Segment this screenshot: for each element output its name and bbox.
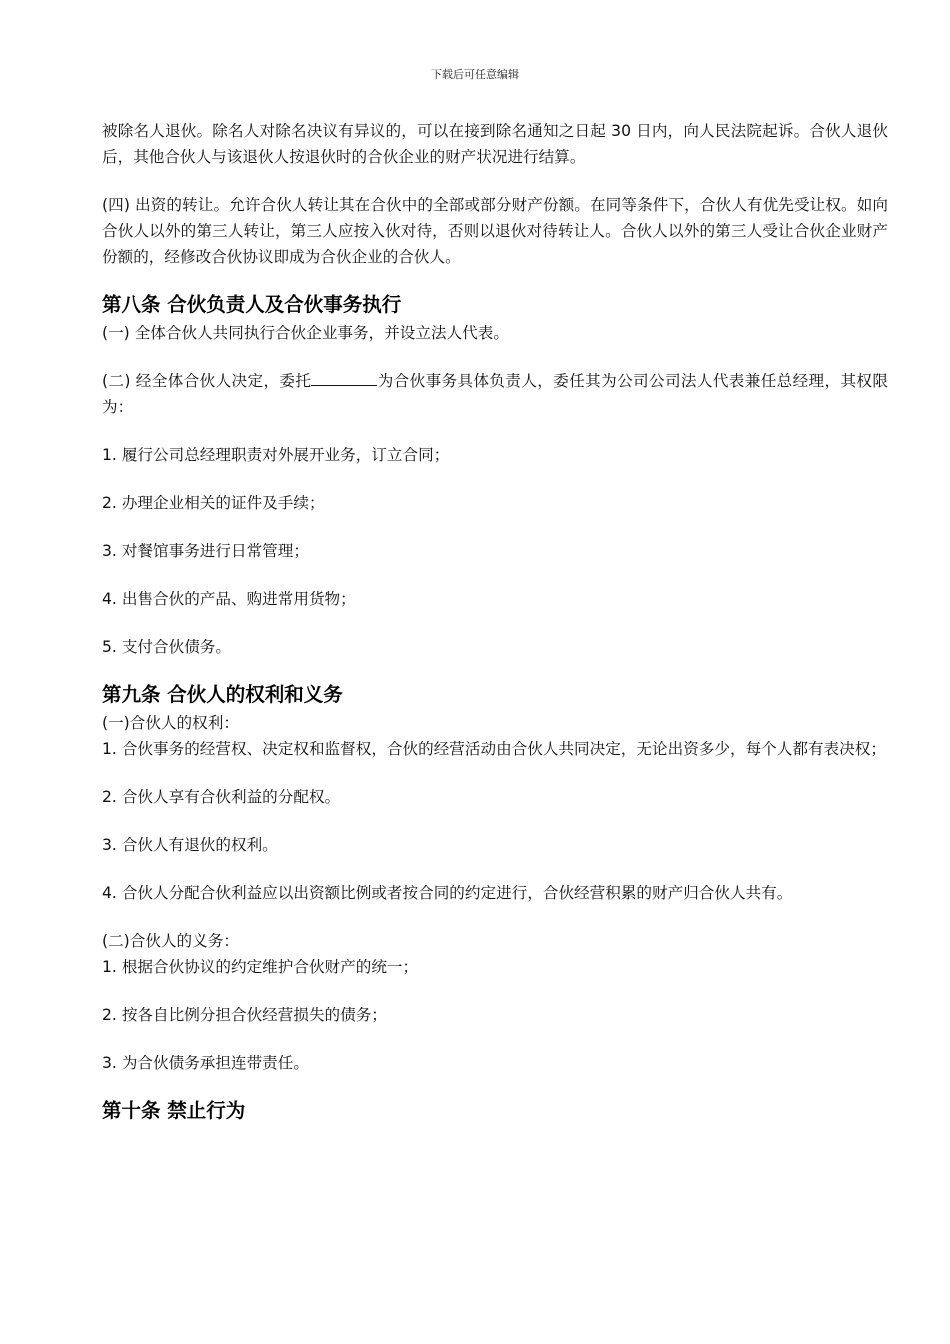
article-8-item-3: 3. 对餐馆事务进行日常管理；: [102, 542, 309, 560]
article-8-clause-2: [102, 368, 888, 420]
article-8-heading: 第八条 合伙负责人及合伙事务执行: [102, 293, 402, 316]
name-blank-line: [311, 369, 377, 386]
article-9-right-3: 3. 合伙人有退伙的权利。: [102, 836, 278, 854]
document-body: [102, 118, 888, 1126]
article-8-item-5: 5. 支付合伙债务。: [102, 638, 231, 656]
article-9-duty-1: 1. 根据合伙协议的约定维护合伙财产的统一；: [102, 958, 419, 976]
article-9-right-4: 4. 合伙人分配合伙利益应以出资额比例或者按合同的约定进行，合伙经营积累的财产归合伙人共有。: [102, 884, 793, 902]
clause-2-text-after: 为合伙事务具体负责人，委任其为公司公司法人代表兼任总经理，其权限为：: [102, 372, 888, 416]
article-9-duties-label: (二)合伙人的义务：: [102, 932, 239, 950]
article-8-item-2: 2. 办理企业相关的证件及手续；: [102, 494, 325, 512]
article-9-heading: 第九条 合伙人的权利和义务: [102, 683, 343, 706]
article-9-duty-2: 2. 按各自比例分担合伙经营损失的债务；: [102, 1006, 387, 1024]
paragraph-withdrawal-settlement: 被除名人退伙。除名人对除名决议有异议的，可以在接到除名通知之日起 30 日内，向人民法院起诉。合伙人退伙后，其他合伙人与该退伙人按退伙时的合伙企业的财产状况进行结算。: [102, 122, 888, 166]
article-9-duty-3: 3. 为合伙债务承担连带责任。: [102, 1054, 309, 1072]
paragraph-capital-transfer: (四) 出资的转让。允许合伙人转让其在合伙中的全部或部分财产份额。在同等条件下，合伙人有优先受让权。如向合伙人以外的第三人转让，第三人应按入伙对待，否则以退伙对待转让人。合伙人以外的第三人受让合伙企业财产份额的，经修改合伙协议即成为合伙企业的合伙人。: [102, 196, 888, 266]
article-9-rights-label: (一)合伙人的权利：: [102, 714, 239, 732]
article-8-clause-1: (一) 全体合伙人共同执行合伙企业事务，并设立法人代表。: [102, 324, 509, 342]
article-8-item-4: 4. 出售合伙的产品、购进常用货物；: [102, 590, 356, 608]
header-note: 下载后可任意编辑: [431, 68, 519, 81]
article-8-item-1: 1. 履行公司总经理职责对外展开业务，订立合同；: [102, 446, 450, 464]
clause-2-text-before: (二) 经全体合伙人决定，委托: [102, 372, 312, 390]
article-9-right-1: 1. 合伙事务的经营权、决定权和监督权，合伙的经营活动由合伙人共同决定，无论出资多少，每个人都有表决权；: [102, 740, 886, 758]
article-9-right-2: 2. 合伙人享有合伙利益的分配权。: [102, 788, 341, 806]
article-10-heading: 第十条 禁止行为: [102, 1099, 246, 1122]
